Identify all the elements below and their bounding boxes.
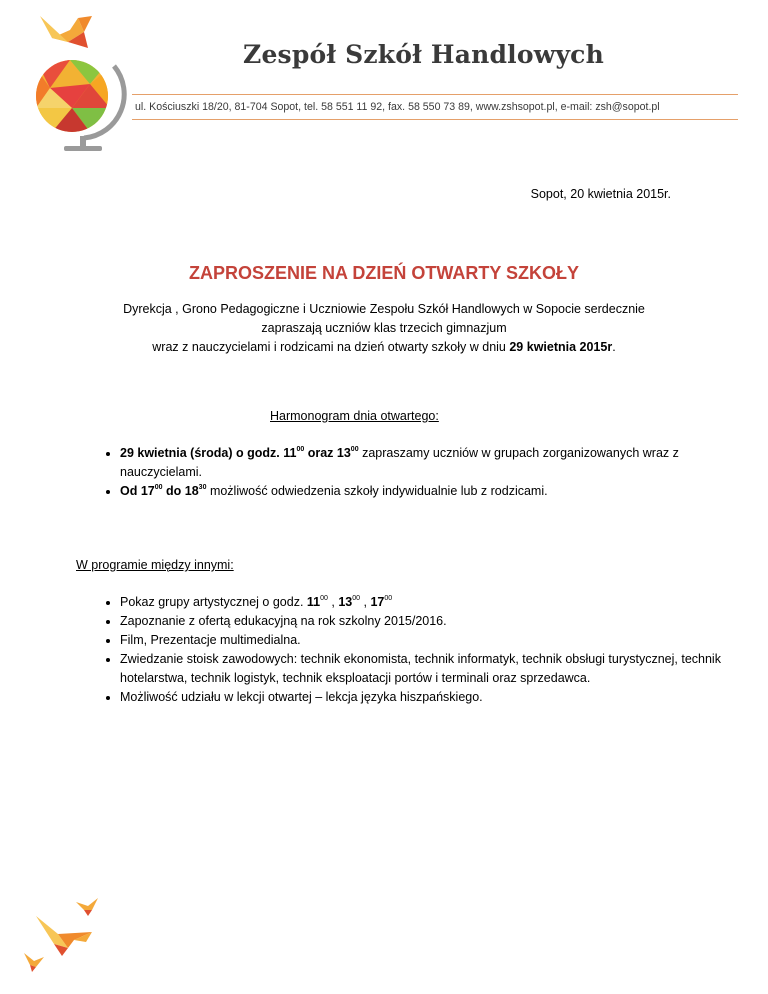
schedule-sup-c: 00: [154, 484, 163, 491]
header-rule-bottom: [132, 119, 738, 120]
list-item: • Zwiedzanie stoisk zawodowych: technik ekonomista, technik informatyk, technik obsługi turystycznej, technik hotelarstwa, technik logistyk, technik eksploatacji portów i terminali oraz sprzedawca.: [120, 650, 750, 688]
program-sup-1: 00: [320, 595, 328, 602]
list-item: [120, 593, 750, 612]
program-sep-1: ,: [327, 595, 339, 609]
schedule-sup-b: 00: [350, 446, 359, 453]
schedule-sup-d: 30: [198, 484, 207, 491]
school-address: ul. Kościuszki 18/20, 81-704 Sopot, tel. 58 551 11 92, fax. 58 550 73 89, www.zshsopot.pl, e-mail: zsh@sopot.pl: [135, 101, 660, 113]
intro-paragraph: [60, 300, 708, 357]
schedule-list: [80, 444, 750, 501]
header-rule-top: [132, 94, 738, 95]
schedule-time-a: 29 kwietnia (środa) o godz. 11: [120, 446, 297, 460]
school-name: Zespół Szkół Handlowych: [243, 40, 604, 69]
list-item: • Zapoznanie z ofertą edukacyjną na rok szkolny 2015/2016.: [120, 612, 750, 631]
schedule-item-1-text: zapraszamy uczniów w grupach zorganizowanych wraz z nauczycielami.: [120, 446, 679, 479]
program-heading: W programie między innymi:: [76, 558, 234, 572]
list-item: [120, 444, 750, 482]
intro-line-3-text: wraz z nauczycielami i rodzicami na dzień otwarty szkoły w dniu: [152, 340, 510, 354]
schedule-time-c: Od 17: [120, 484, 155, 498]
program-time-3: 17: [370, 595, 385, 609]
program-time-1: 11: [306, 595, 321, 609]
page-title: ZAPROSZENIE NA DZIEŃ OTWARTY SZKOŁY: [188, 263, 579, 283]
program-time-2: 13: [338, 595, 353, 609]
program-sup-3: 00: [384, 595, 393, 602]
globe-logo-icon: [30, 8, 140, 158]
program-sup-2: 00: [352, 595, 361, 602]
program-list: [80, 593, 750, 707]
program-item-1-text: Pokaz grupy artystycznej o godz.: [120, 595, 307, 609]
intro-line-3: [60, 338, 708, 357]
schedule-time-b: oraz 13: [304, 446, 351, 460]
letter-date: Sopot, 20 kwietnia 2015r.: [530, 187, 671, 201]
program-sep-2: ,: [360, 595, 371, 609]
schedule-heading: Harmonogram dnia otwartego:: [270, 409, 439, 423]
intro-line-2: zapraszają uczniów klas trzecich gimnazjum: [261, 321, 507, 335]
schedule-sup-a: 00: [296, 446, 305, 453]
intro-date-bold: 29 kwietnia 2015r: [509, 340, 613, 354]
intro-line-3-end: .: [612, 340, 616, 354]
list-item: • Film, Prezentacje multimedialna.: [120, 631, 750, 650]
schedule-time-d: do 18: [162, 484, 199, 498]
schedule-item-2-text: możliwość odwiedzenia szkoły indywidualnie lub z rodzicami.: [206, 484, 548, 498]
list-item: [120, 482, 750, 501]
list-item: • Możliwość udziału w lekcji otwartej – lekcja języka hiszpańskiego.: [120, 688, 750, 707]
bird-icon: [22, 951, 46, 973]
intro-line-1: Dyrekcja , Grono Pedagogiczne i Uczniowie Zespołu Szkół Handlowych w Sopocie serdecznie: [123, 302, 645, 316]
